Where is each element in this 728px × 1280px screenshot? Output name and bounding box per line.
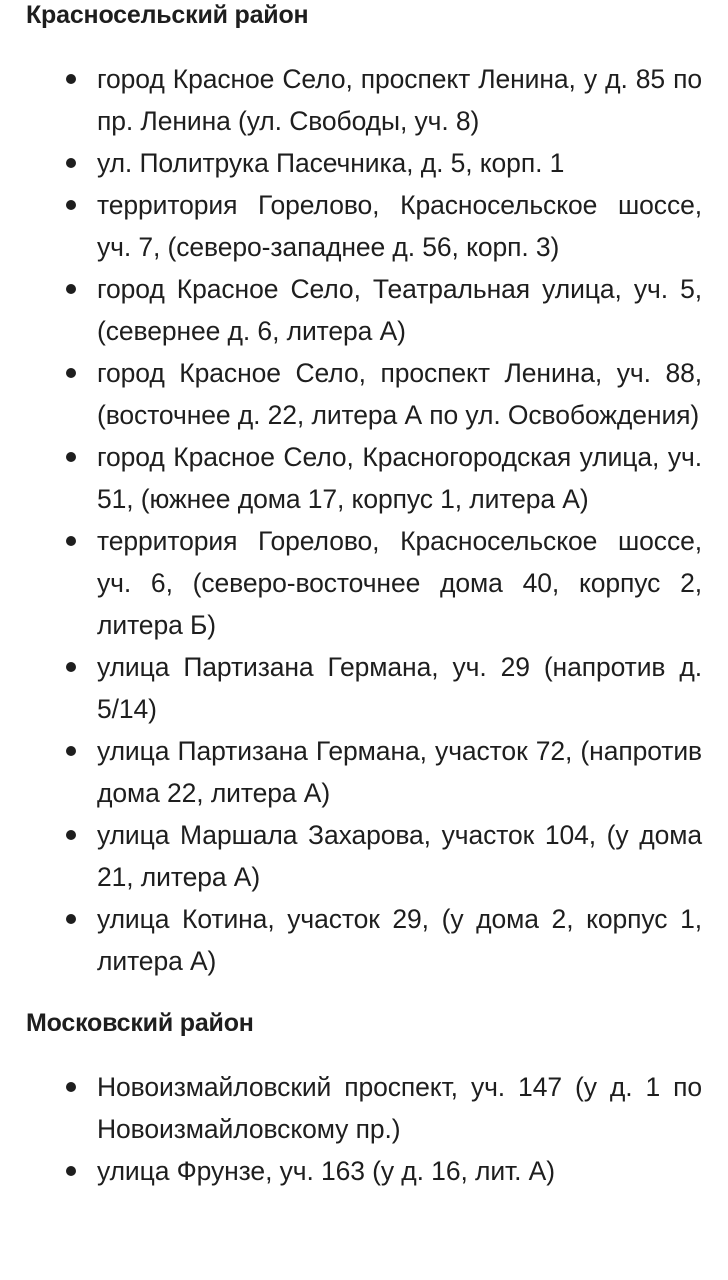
address-item [0,1066,728,1150]
address-text: улица Партизана Германа, участок 72, (напротив дома 22, литера А) [97,736,702,808]
address-list-moskovsky [0,1066,728,1192]
bullet-icon [66,662,76,672]
address-item [0,352,728,436]
address-text: улица Маршала Захарова, участок 104, (у дома 21, литера А) [97,820,702,892]
address-item [0,814,728,898]
district-heading-krasnoselsky: Красносельский район [26,1,309,29]
bullet-icon [66,830,76,840]
address-text: город Красное Село, проспект Ленина, уч. 88, (восточнее д. 22, литера А по ул. Освобождения) [97,358,702,430]
address-item [0,58,728,142]
district-heading-moskovsky: Московский район [26,1009,254,1037]
address-text: улица Партизана Германа, уч. 29 (напротив д. 5/14) [97,652,702,724]
address-list-krasnoselsky [0,58,728,982]
address-text: Новоизмайловский проспект, уч. 147 (у д. 1 по Новоизмайловскому пр.) [97,1072,702,1144]
bullet-icon [66,914,76,924]
address-text: территория Горелово, Красносельское шоссе, уч. 6, (северо-восточнее дома 40, корпус 2, литера Б) [97,526,702,640]
address-text: улица Котина, участок 29, (у дома 2, корпус 1, литера А) [97,904,702,976]
address-text: улица Фрунзе, уч. 163 (у д. 16, лит. А) [97,1156,555,1186]
address-text: город Красное Село, проспект Ленина, у д. 85 по пр. Ленина (ул. Свободы, уч. 8) [97,64,702,136]
address-item [0,268,728,352]
bullet-icon [66,452,76,462]
bullet-icon [66,200,76,210]
address-text: город Красное Село, Красногородская улица, уч. 51, (южнее дома 17, корпус 1, литера А) [97,442,702,514]
bullet-icon [66,536,76,546]
address-item [0,436,728,520]
address-text: ул. Политрука Пасечника, д. 5, корп. 1 [97,148,565,178]
address-item [0,520,728,646]
bullet-icon [66,158,76,168]
address-item [0,898,728,982]
bullet-icon [66,284,76,294]
address-item [0,1150,728,1192]
address-text: территория Горелово, Красносельское шоссе, уч. 7, (северо-западнее д. 56, корп. 3) [97,190,702,262]
bullet-icon [66,746,76,756]
bullet-icon [66,368,76,378]
address-item [0,184,728,268]
address-text: город Красное Село, Театральная улица, уч. 5, (севернее д. 6, литера А) [97,274,702,346]
bullet-icon [66,1166,76,1176]
bullet-icon [66,74,76,84]
address-item [0,646,728,730]
address-item [0,142,728,184]
bullet-icon [66,1082,76,1092]
address-item [0,730,728,814]
